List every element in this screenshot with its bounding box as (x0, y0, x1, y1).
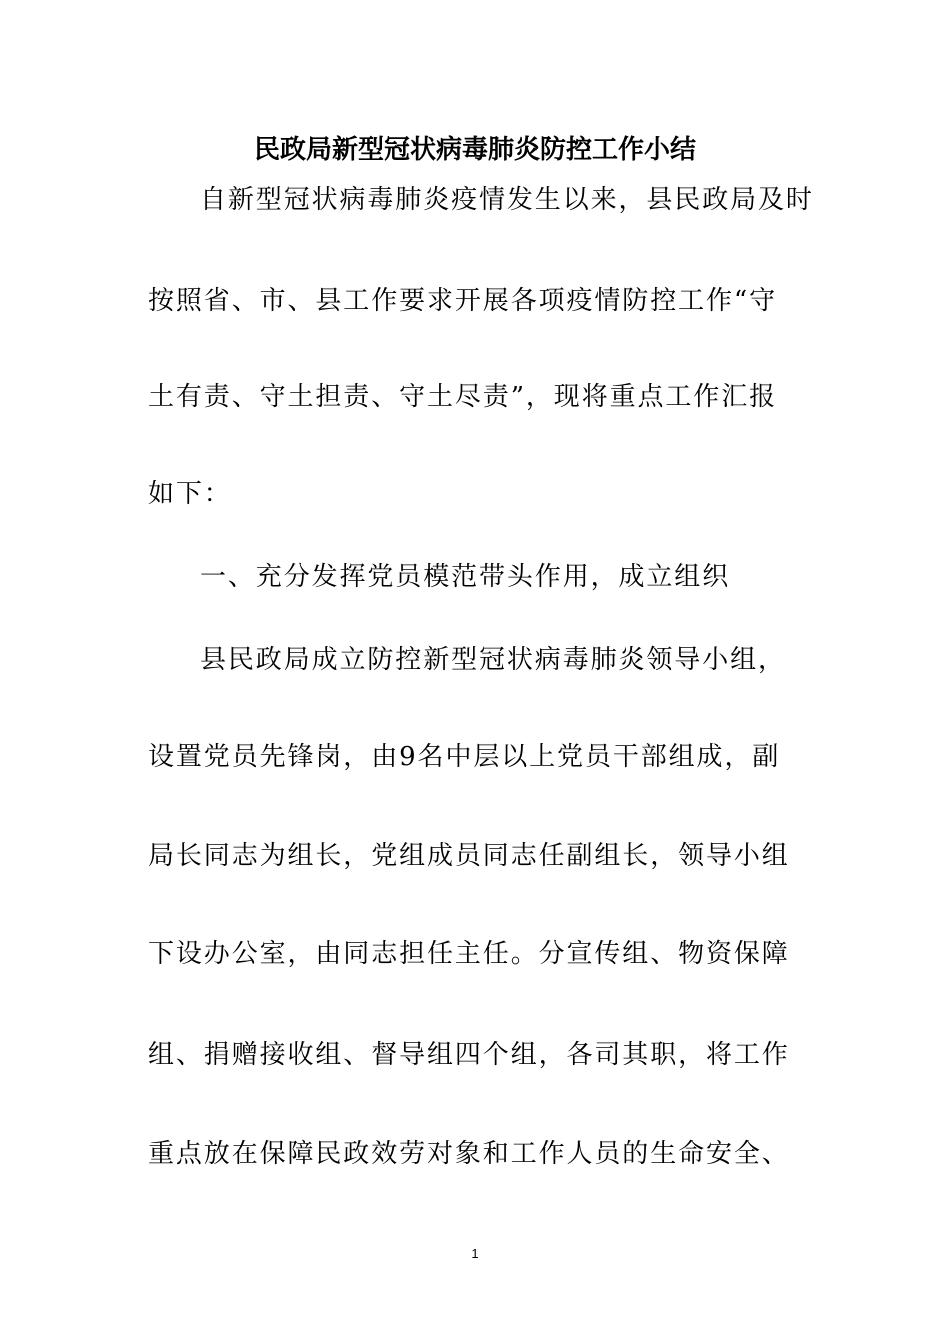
page-number: 1 (471, 1246, 479, 1261)
body-line: 县民政局成立防控新型冠状病毒肺炎领导小组， (200, 645, 786, 675)
body-line: 设置党员先锋岗，由9名中层以上党员干部组成，副 (148, 742, 781, 772)
document-title: 民政局新型冠状病毒肺炎防控工作小结 (253, 135, 696, 165)
body-line: 自新型冠状病毒肺炎疫情发生以来，县民政局及时 (200, 185, 814, 215)
body-line: 土有责、守土担责、守土尽责”，现将重点工作汇报 (148, 382, 777, 412)
body-line: 局长同志为组长，党组成员同志任副组长，领导小组 (148, 841, 790, 871)
body-line: 按照省、市、县工作要求开展各项疫情防控工作“守 (148, 286, 777, 316)
body-line: 重点放在保障民政效劳对象和工作人员的生命安全、 (148, 1139, 790, 1169)
body-line: 组、捐赠接收组、督导组四个组，各司其职，将工作 (148, 1040, 790, 1070)
body-line: 下设办公室，由同志担任主任。分宣传组、物资保障 (148, 939, 790, 969)
section-heading: 一、充分发挥党员模范带头作用，成立组织 (200, 562, 731, 592)
body-line: 如下： (148, 479, 232, 509)
